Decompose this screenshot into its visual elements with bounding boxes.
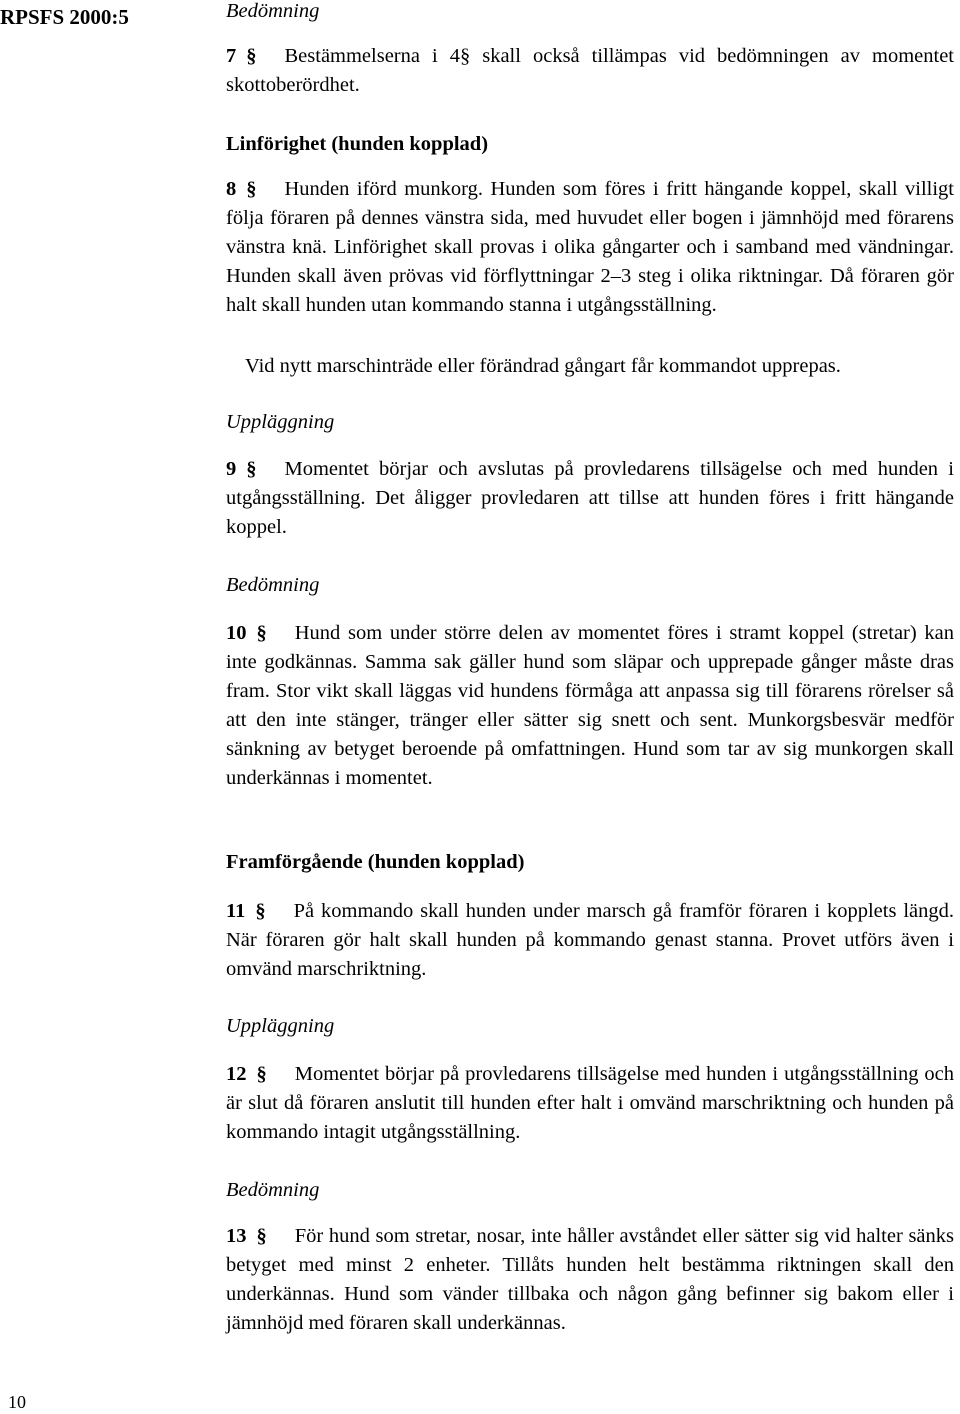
paragraph-10	[226, 619, 954, 793]
paragraph-number: 12	[226, 1063, 247, 1085]
section-heading-upplaggning: Uppläggning	[226, 411, 335, 433]
section-sign: §	[256, 622, 267, 644]
paragraph-11	[226, 897, 954, 984]
section-heading-framforgaende: Framförgående (hunden kopplad)	[226, 851, 525, 873]
section-sign: §	[246, 458, 257, 480]
paragraph-7	[226, 42, 954, 100]
paragraph-text: Bestämmelserna i 4§ skall också tillämpas vid bedömningen av momentet skottoberördhet.	[226, 45, 954, 96]
section-sign: §	[255, 900, 266, 922]
page-number: 10	[8, 1392, 26, 1412]
section-heading-upplaggning: Uppläggning	[226, 1015, 335, 1037]
section-sign: §	[256, 1063, 267, 1085]
paragraph-text: På kommando skall hunden under marsch gå framför föraren i kopplets längd. När föraren gör halt skall hunden på kommando genast stanna. Provet utförs även i omvänd marschriktning.	[226, 900, 954, 980]
paragraph-8	[226, 175, 954, 320]
section-sign: §	[246, 178, 257, 200]
section-heading-bedomning: Bedömning	[226, 1179, 320, 1201]
paragraph-number: 9	[226, 458, 237, 480]
paragraph-number: 7	[226, 45, 237, 67]
paragraph-13	[226, 1222, 954, 1338]
paragraph-9	[226, 455, 954, 542]
section-heading-linforighet: Linförighet (hunden kopplad)	[226, 133, 489, 155]
paragraph-number: 13	[226, 1225, 247, 1247]
section-sign: §	[256, 1225, 267, 1247]
paragraph-12	[226, 1060, 954, 1147]
section-heading-bedomning: Bedömning	[226, 574, 320, 596]
paragraph-number: 10	[226, 622, 247, 644]
paragraph-text: Momentet börjar på provledarens tillsägelse med hunden i utgångsställning och är slut då föraren anslutit till hunden efter halt i omvänd marschriktning och hunden på kommando intagit utgångsställning.	[226, 1063, 954, 1143]
paragraph-text: Hund som under större delen av momentet föres i stramt koppel (stretar) kan inte godkännas. Samma sak gäller hund som släpar och upprepade gånger måste dras fram. Stor vikt skall läggas vid hundens förmåga att anpassa sig till förarens rörelser så att den inte stänger, tränger eller sätter sig snett och sent. Munkorgsbesvär medför sänkning av betyget beroende på omfattningen. Hund som tar av sig munkorgen skall underkännas i momentet.	[226, 622, 954, 789]
paragraph-8-extra-line: Vid nytt marschinträde eller förändrad gångart får kommandot upprepas.	[245, 355, 841, 377]
section-heading-bedomning: Bedömning	[226, 0, 320, 22]
paragraph-number: 8	[226, 178, 237, 200]
section-sign: §	[246, 45, 257, 67]
paragraph-text: Momentet börjar och avslutas på provledarens tillsägelse och med hunden i utgångsställning. Det åligger provledaren att tillse att hunden föres i fritt hängande koppel.	[226, 458, 954, 538]
paragraph-text: För hund som stretar, nosar, inte håller avståndet eller sätter sig vid halter sänks betyget med minst 2 enheter. Tillåts hunden helt bestämma riktningen skall den underkännas. Hund som vänder tillbaka och någon gång befinner sig bakom eller i jämnhöjd med föraren skall underkännas.	[226, 1225, 954, 1334]
document-identifier: RPSFS 2000:5	[0, 5, 129, 29]
paragraph-number: 11	[226, 900, 246, 922]
paragraph-text: Hunden iförd munkorg. Hunden som föres i fritt hängande koppel, skall villigt följa föraren på dennes vänstra sida, med huvudet eller bogen i jämnhöjd med förarens vänstra knä. Linförighet skall provas i olika gångarter och i samband med vändningar. Hunden skall även prövas vid förflyttningar 2–3 steg i olika riktningar. Då föraren gör halt skall hunden utan kommando stanna i utgångsställning.	[226, 178, 954, 316]
